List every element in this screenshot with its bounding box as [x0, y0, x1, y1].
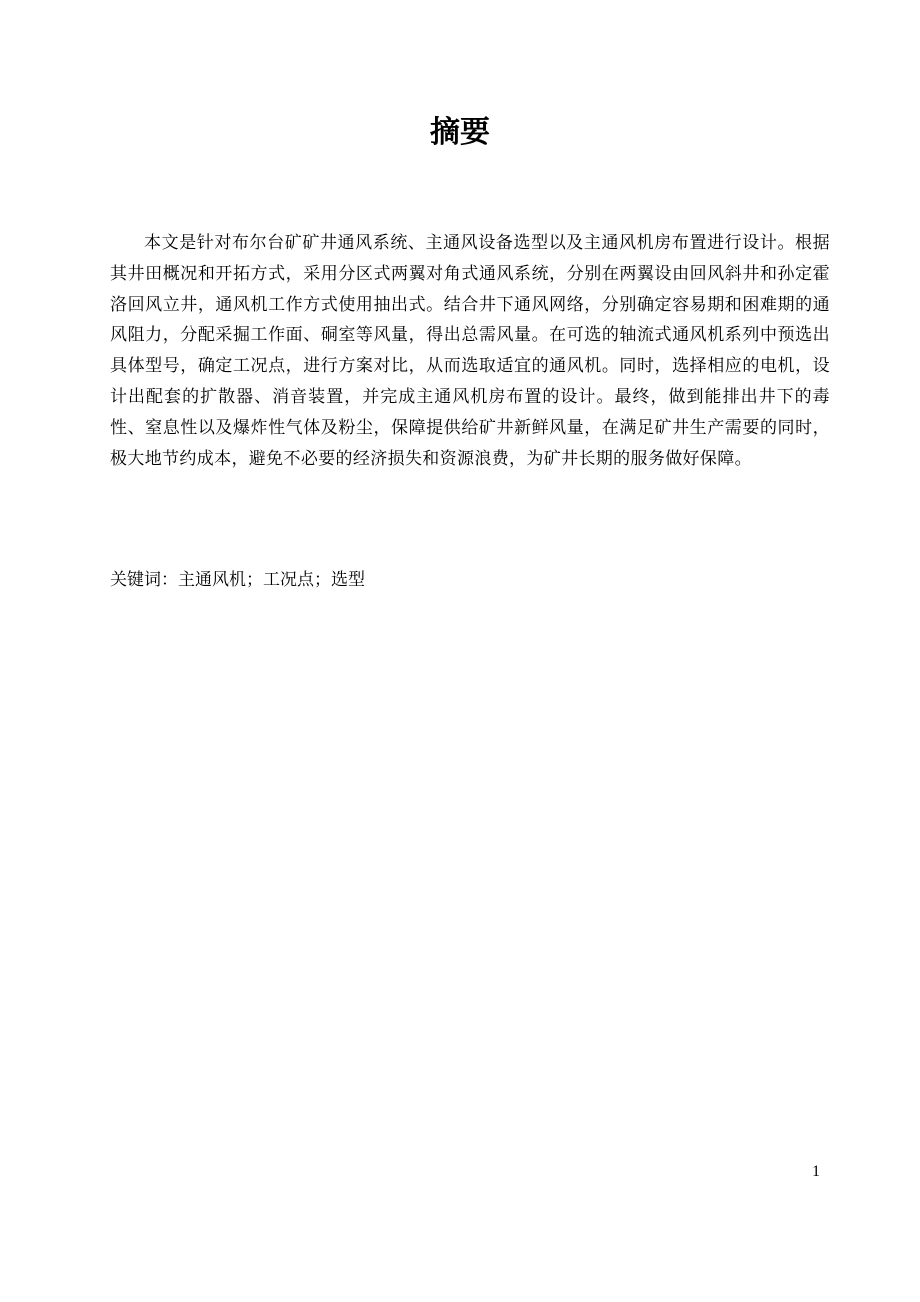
keywords-text: 主通风机；工况点；选型	[178, 570, 365, 590]
page-number: 1	[812, 1163, 820, 1180]
abstract-paragraph: 本文是针对布尔台矿矿井通风系统、主通风设备选型以及主通风机房布置进行设计。根据其井田概况和开拓方式，采用分区式两翼对角式通风系统，分别在两翼设由回风斜井和孙定霍洛回风立井，通风机工作方式使用抽出式。结合井下通风网络，分别确定容易期和困难期的通风阻力，分配采掘工作面、硐室等风量，得出总需风量。在可选的轴流式通风机系列中预选出具体型号，确定工况点，进行方案对比，从而选取适宜的通风机。同时，选择相应的电机，设计出配套的扩散器、消音装置，并完成主通风机房布置的设计。最终，做到能排出井下的毒性、窒息性以及爆炸性气体及粉尘，保障提供给矿井新鲜风量，在满足矿井生产需要的同时，极大地节约成本，避免不必要的经济损失和资源浪费，为矿井长期的服务做好保障。	[110, 233, 830, 469]
keywords-label: 关键词：	[110, 570, 178, 590]
keywords-line	[110, 565, 365, 595]
page-title: 摘要	[430, 115, 490, 150]
